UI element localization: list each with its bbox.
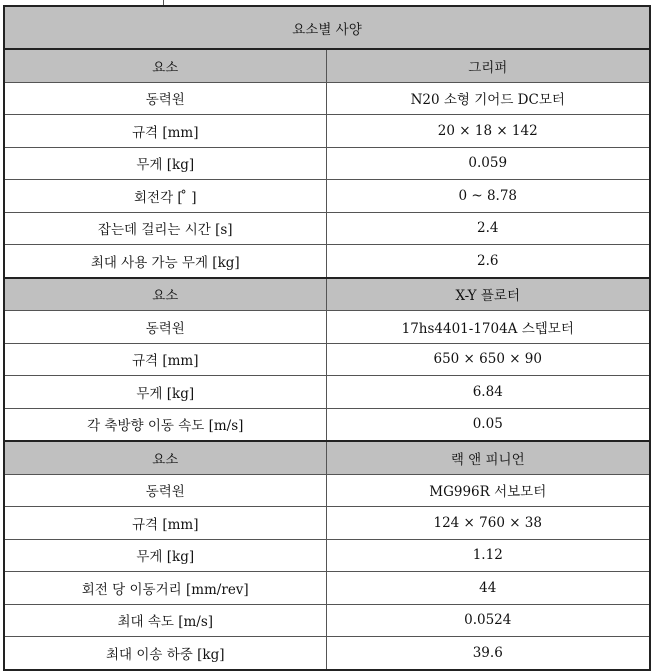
- spec-value-cell: 2.6: [326, 245, 650, 278]
- table-row: [4, 637, 650, 670]
- spec-label-cell: 무게 [kg]: [4, 376, 326, 409]
- spec-value-cell: 20 × 18 × 142: [326, 115, 650, 148]
- table-row: [4, 180, 650, 213]
- table-row: [4, 408, 650, 441]
- table-row: [4, 311, 650, 344]
- spec-value-cell: 0.059: [326, 147, 650, 180]
- spec-label-cell: 최대 사용 가능 무게 [kg]: [4, 245, 326, 278]
- table-row: [4, 115, 650, 148]
- spec-label-cell: 규격 [mm]: [4, 115, 326, 148]
- table-row: [4, 572, 650, 605]
- section-header-label: 요소: [4, 441, 326, 474]
- spec-label-cell: 각 축방향 이동 속도 [m/s]: [4, 408, 326, 441]
- spec-value-cell: 44: [326, 572, 650, 605]
- section-header-row: [4, 441, 650, 474]
- table-row: [4, 212, 650, 245]
- spec-label-cell: 무게 [kg]: [4, 147, 326, 180]
- section-header-label: 요소: [4, 278, 326, 311]
- table-row: [4, 507, 650, 540]
- spec-value-cell: 1.12: [326, 539, 650, 572]
- table-row: [4, 147, 650, 180]
- spec-value-cell: 17hs4401-1704A 스텝모터: [326, 311, 650, 344]
- section-header-row: [4, 278, 650, 311]
- section-header-value: X-Y 플로터: [326, 278, 650, 311]
- spec-value-cell: 650 × 650 × 90: [326, 343, 650, 376]
- spec-value-cell: N20 소형 기어드 DC모터: [326, 82, 650, 115]
- table-title: 요소별 사양: [4, 6, 650, 49]
- spec-label-cell: 동력원: [4, 311, 326, 344]
- spec-value-cell: 0 ~ 8.78: [326, 180, 650, 213]
- section-header-label: 요소: [4, 49, 326, 82]
- spec-label-cell: 최대 속도 [m/s]: [4, 604, 326, 637]
- spec-table: [3, 5, 651, 671]
- table-row: [4, 82, 650, 115]
- table-row: [4, 604, 650, 637]
- spec-value-cell: 0.0524: [326, 604, 650, 637]
- spec-label-cell: 최대 이송 하중 [kg]: [4, 637, 326, 670]
- section-header-row: [4, 49, 650, 82]
- spec-label-cell: 규격 [mm]: [4, 343, 326, 376]
- spec-table-body: [4, 6, 650, 670]
- table-row: [4, 343, 650, 376]
- spec-label-cell: 무게 [kg]: [4, 539, 326, 572]
- spec-value-cell: 6.84: [326, 376, 650, 409]
- table-row: [4, 539, 650, 572]
- section-header-value: 그리퍼: [326, 49, 650, 82]
- spec-label-cell: 잡는데 걸리는 시간 [s]: [4, 212, 326, 245]
- spec-value-cell: 0.05: [326, 408, 650, 441]
- section-header-value: 랙 앤 피니언: [326, 441, 650, 474]
- spec-label-cell: 동력원: [4, 474, 326, 507]
- spec-value-cell: 39.6: [326, 637, 650, 670]
- spec-label-cell: 회전각 [ ̊ ]: [4, 180, 326, 213]
- table-row: [4, 474, 650, 507]
- spec-label-cell: 회전 당 이동거리 [mm/rev]: [4, 572, 326, 605]
- spec-value-cell: 124 × 760 × 38: [326, 507, 650, 540]
- title-row: [4, 6, 650, 49]
- spec-value-cell: 2.4: [326, 212, 650, 245]
- table-row: [4, 245, 650, 278]
- spec-label-cell: 규격 [mm]: [4, 507, 326, 540]
- table-row: [4, 376, 650, 409]
- spec-value-cell: MG996R 서보모터: [326, 474, 650, 507]
- spec-label-cell: 동력원: [4, 82, 326, 115]
